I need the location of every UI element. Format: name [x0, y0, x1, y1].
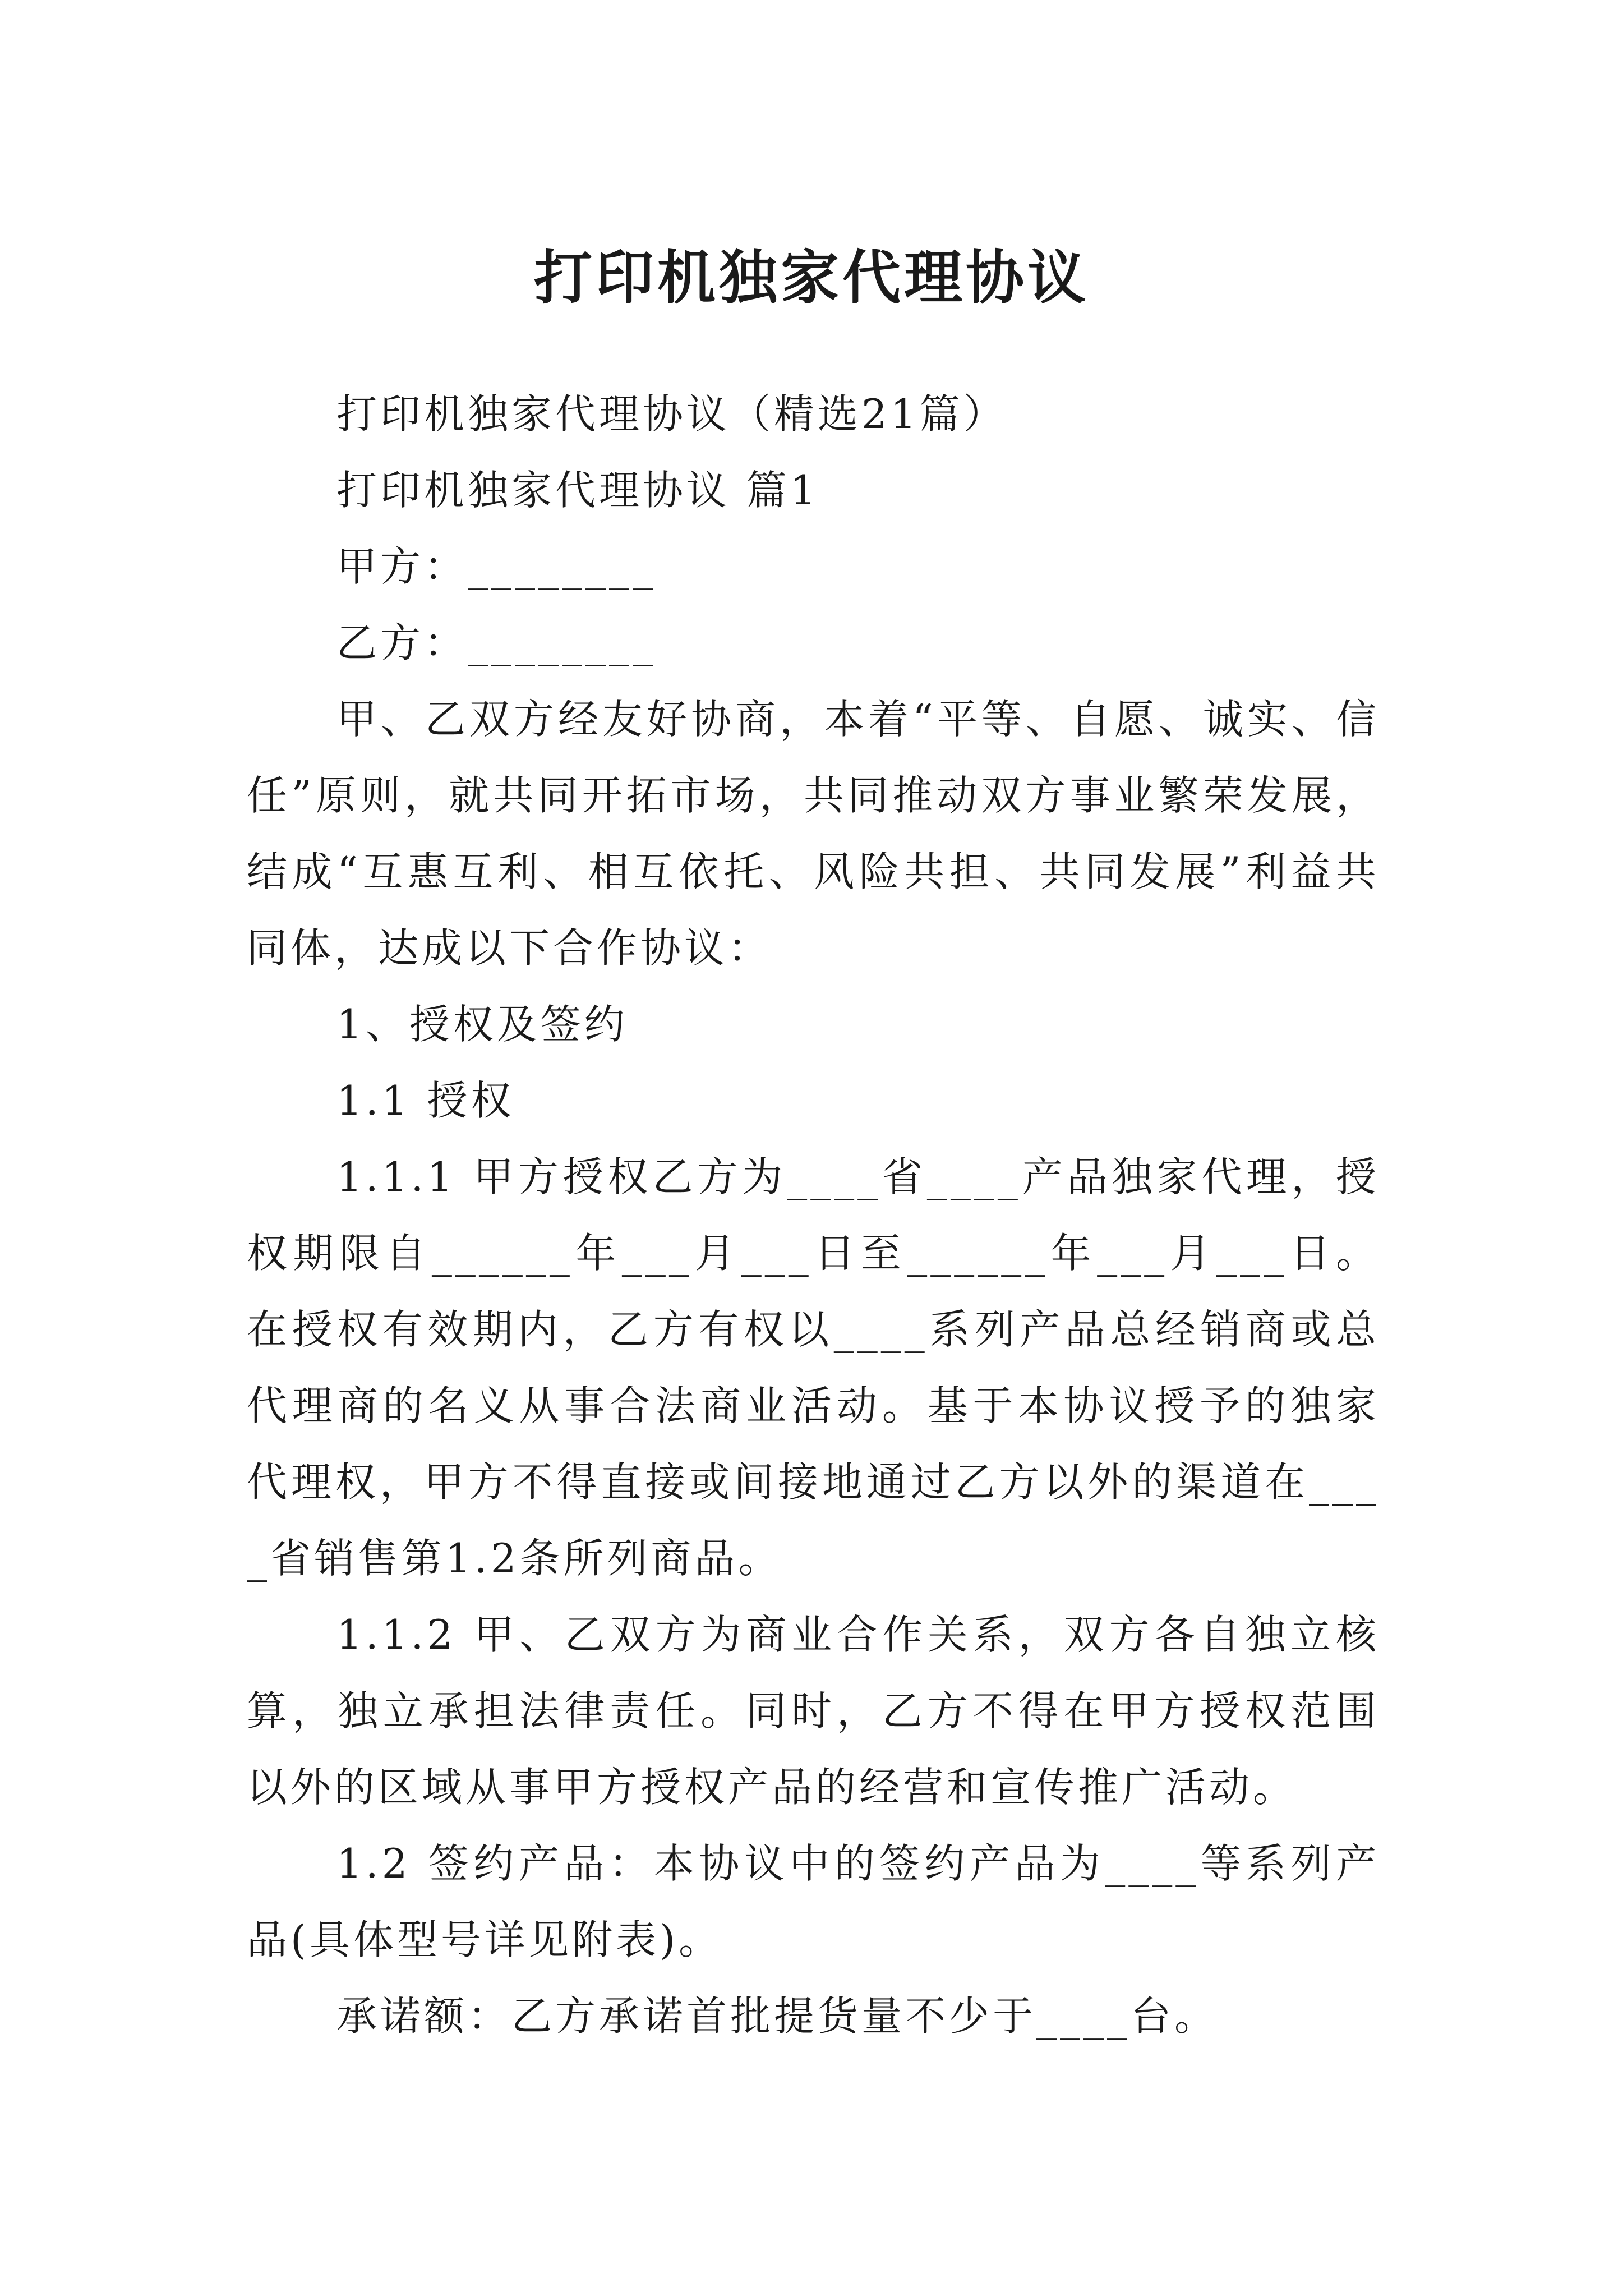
paragraph-commitment: 承诺额：乙方承诺首批提货量不少于____台。 — [336, 1993, 1219, 2040]
paragraph-section-1: 1、授权及签约 — [336, 1001, 628, 1048]
document-body — [247, 376, 1380, 2054]
paragraph-preamble: 甲、乙双方经友好协商，本着“平等、自愿、诚实、信任”原则，就共同开拓市场，共同推动双方事业繁荣发展，结成“互惠互利、相互依托、风险共担、共同发展”利益共同体，达成以下合作协议： — [247, 696, 1380, 972]
document-title: 打印机独家代理协议 — [533, 242, 1089, 312]
paragraph-party-a: 甲方：________ — [336, 543, 657, 590]
paragraph-chapter-title: 打印机独家代理协议 篇1 — [336, 467, 819, 514]
paragraph-clause-1-1-1: 1.1.1 甲方授权乙方为____省____产品独家代理，授权期限自______年___月___日至______年___月___日。在授权有效期内，乙方有权以____系列产品总经销商或总代理商的名义从事合法商业活动。基于本协议授予的独家代理权，甲方不得直接或间接地通过乙方以外的渠道在____省销售第1.2条所列商品。 — [247, 1153, 1380, 1582]
paragraph-clause-1-1-2: 1.1.2 甲、乙双方为商业合作关系，双方各自独立核算，独立承担法律责任。同时，乙方不得在甲方授权范围以外的区域从事甲方授权产品的经营和宣传推广活动。 — [247, 1611, 1380, 1811]
paragraph-section-1-1: 1.1 授权 — [336, 1077, 515, 1124]
paragraph-clause-1-2: 1.2 签约产品：本协议中的签约产品为____等系列产品(具体型号详见附表)。 — [247, 1840, 1380, 1963]
paragraph-heading-collection: 打印机独家代理协议（精选21篇） — [336, 390, 1007, 438]
paragraph-party-b: 乙方：________ — [336, 619, 657, 666]
